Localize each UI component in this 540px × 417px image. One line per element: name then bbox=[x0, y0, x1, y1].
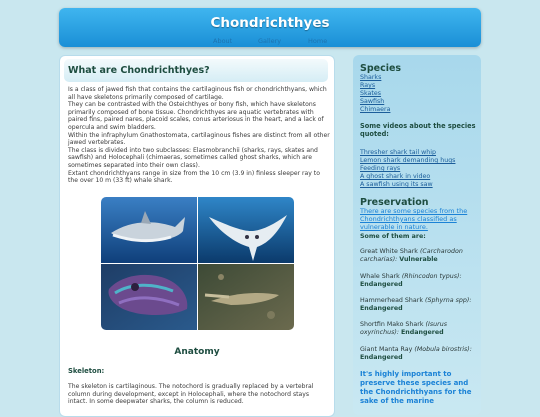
great-white-shark-photo bbox=[101, 197, 197, 263]
species-heading: Species bbox=[360, 63, 402, 74]
video-link[interactable]: A ghost shark in video bbox=[360, 173, 431, 180]
some-of-them-label: Some of them are: bbox=[360, 233, 426, 240]
videos-heading: Some videos about the species quoted: bbox=[360, 122, 476, 139]
site-header bbox=[59, 8, 481, 47]
species-photo-collage bbox=[101, 197, 294, 330]
skeleton-heading: Skeleton: bbox=[68, 367, 105, 375]
species-link-chimaera[interactable]: Chimaera bbox=[360, 106, 391, 113]
intro-text bbox=[68, 86, 330, 185]
nav-link-gallery[interactable]: Gallery bbox=[258, 37, 282, 45]
endangered-species-item: Shortfin Mako Shark (Isurus oxyrinchus): Endangered bbox=[360, 321, 447, 336]
intro-paragraph: They can be contrasted with the Osteichthyes or bony fish, which have skeletons primarily composed of bone tissue. Chondrichthyes are aquatic vertebrates with paired fins, paired nares, placoid scales, conus arteriosus in the heart, and a lack of opercula and swim bladders. bbox=[68, 101, 324, 131]
anatomy-heading: Anatomy bbox=[174, 347, 220, 357]
manta-ray-photo bbox=[198, 197, 294, 263]
species-link-rays[interactable]: Rays bbox=[360, 82, 376, 89]
ghost-shark-photo bbox=[101, 264, 197, 330]
intro-paragraph: Extant chondrichthyans range in size from the 10 cm (3.9 in) finless sleeper ray to the over 10 m (33 ft) whale shark. bbox=[68, 169, 320, 185]
endangered-species-item: Whale Shark (Rhincodon typus): Endangered bbox=[360, 273, 462, 288]
site-title: Chondrichthyes bbox=[210, 15, 330, 31]
intro-paragraph: Is a class of jawed fish that contains the cartilaginous fish or chondrichthyans, which all have skeletons primarily composed of cartilage. bbox=[68, 86, 327, 101]
page-title: What are Chondrichthyes? bbox=[68, 65, 210, 76]
sidebar bbox=[353, 55, 481, 415]
section-heading-box bbox=[64, 59, 328, 82]
endangered-species-item: Hammerhead Shark (Sphyrna spp): Endangered bbox=[360, 297, 472, 312]
video-link[interactable]: Feeding rays bbox=[360, 165, 401, 172]
endangered-species-item: Giant Manta Ray (Mobula birostris): Endangered bbox=[360, 346, 472, 361]
species-link-sharks[interactable]: Sharks bbox=[360, 74, 382, 81]
endangered-species-item: Great White Shark (Carcharodon carcharias): Vulnerable bbox=[360, 248, 463, 263]
intro-paragraph: Within the infraphylum Gnathostomata, cartilaginous fishes are distinct from all other jawed vertebrates. bbox=[68, 131, 330, 147]
species-link-sawfish[interactable]: Sawfish bbox=[360, 98, 385, 105]
skeleton-text: The skeleton is cartilaginous. The notochord is gradually replaced by a vertebral column during development, except in Holocephali, where the notochord stays intact. In some deepwater sharks, the column is reduced. bbox=[68, 383, 314, 406]
species-link-skates[interactable]: Skates bbox=[360, 90, 382, 97]
nav-link-about[interactable]: About bbox=[213, 37, 233, 45]
nav-link-home[interactable]: Home bbox=[308, 37, 328, 45]
preservation-intro-link[interactable]: There are some species from the Chondrichthyans classified as vulnerable in nature. bbox=[360, 207, 468, 231]
sawfish-photo bbox=[198, 264, 294, 330]
video-link[interactable]: Thresher shark tail whip bbox=[360, 149, 436, 156]
intro-paragraph: The class is divided into two subclasses: Elasmobranchii (sharks, rays, skates and sawfish) and Holocephali (chimaeras, sometimes called ghost sharks, which are sometimes separated into their own class). bbox=[68, 146, 318, 169]
preservation-heading: Preservation bbox=[360, 197, 429, 208]
video-link[interactable]: Lemon shark demanding hugs bbox=[360, 157, 456, 164]
video-link[interactable]: A sawfish using its saw bbox=[360, 181, 433, 188]
main-content bbox=[59, 55, 335, 417]
preservation-closing-text: It's highly important to preserve these species and the Chondrichthyans for the sake of the marine bbox=[360, 370, 472, 405]
